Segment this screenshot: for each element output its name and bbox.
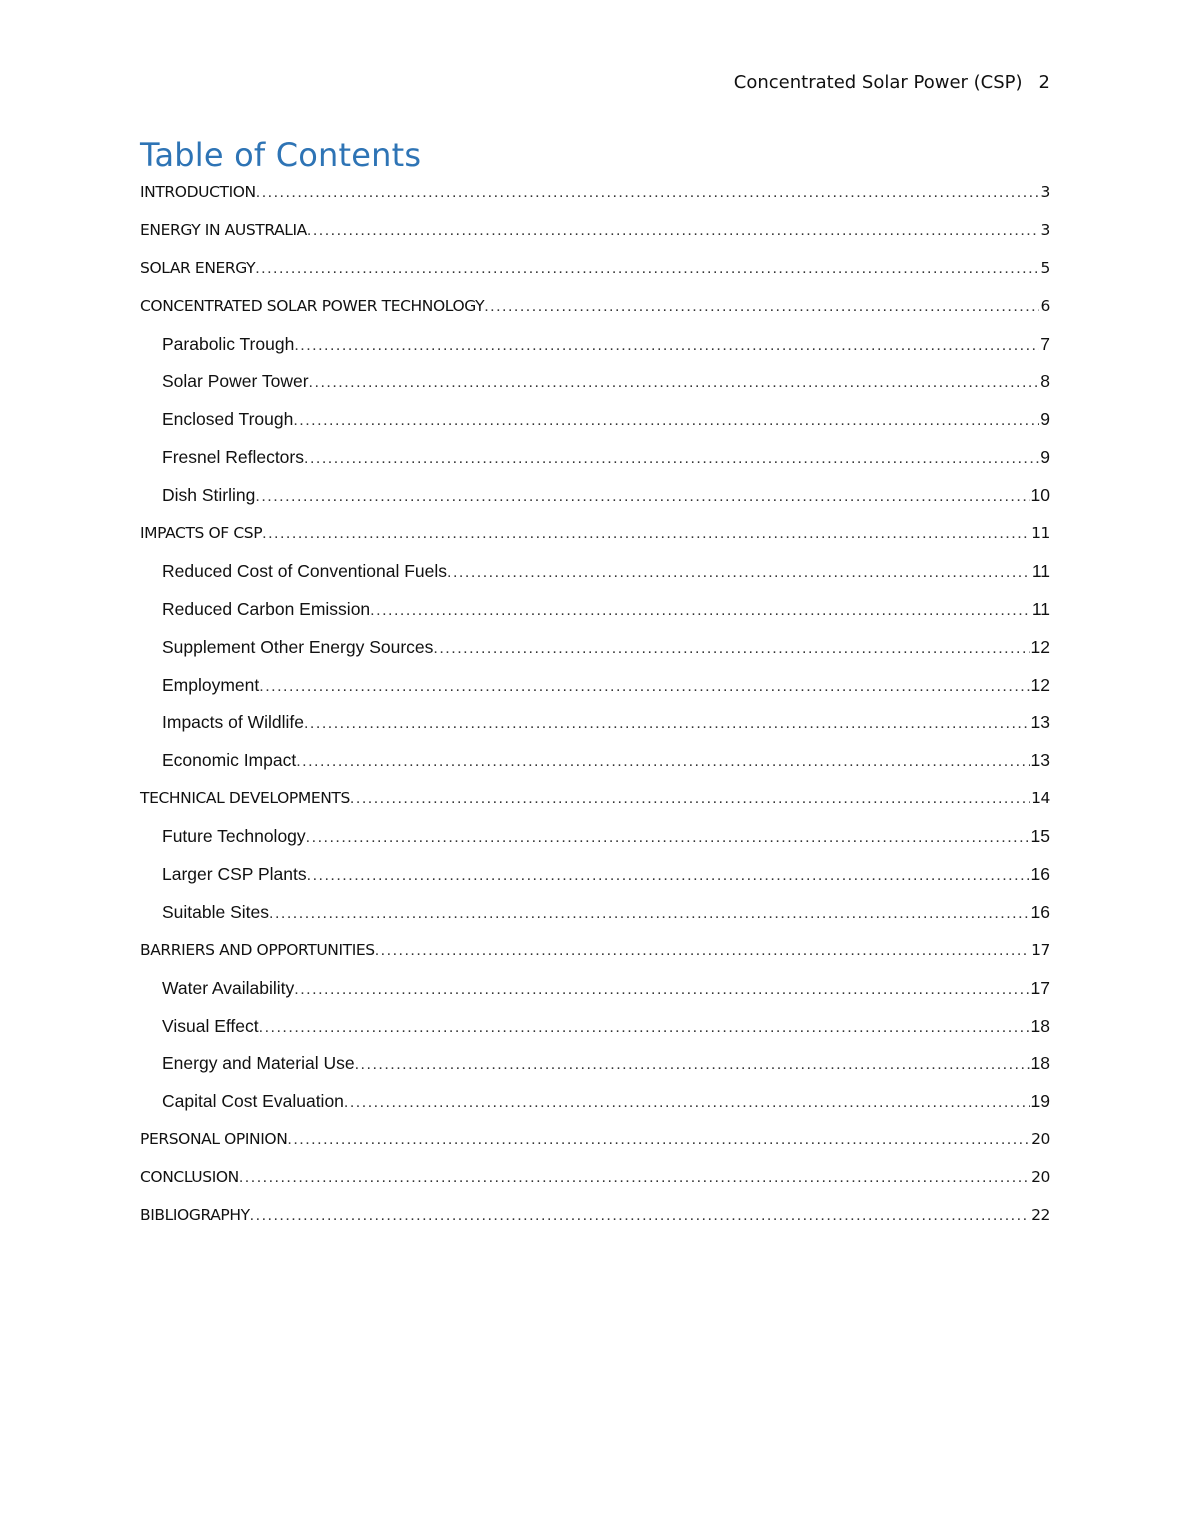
toc-entry[interactable] — [140, 1197, 1050, 1235]
toc-entry-label: Enclosed Trough — [162, 409, 294, 430]
toc-entry-label: Reduced Cost of Conventional Fuels — [162, 560, 448, 581]
dot-leader — [259, 1009, 1030, 1047]
toc-entry-label: Solar Power Tower — [162, 371, 309, 392]
toc-entry-page: 19 — [1030, 1091, 1050, 1112]
toc-entry-label: Supplement Other Energy Sources — [162, 636, 434, 657]
dot-leader — [306, 819, 1030, 857]
toc-entry-page: 20 — [1031, 1130, 1050, 1149]
dot-leader — [250, 1197, 1030, 1235]
toc-entry-label: Impacts of Wildlife — [162, 712, 304, 733]
toc-entry-page: 22 — [1031, 1206, 1050, 1225]
dot-leader — [307, 857, 1030, 895]
toc-entry[interactable] — [140, 932, 1050, 970]
dot-leader — [294, 327, 1039, 365]
toc-entry-label: BARRIERS AND OPPORTUNITIES — [140, 940, 375, 959]
toc-entry[interactable] — [140, 1008, 1050, 1046]
toc-entry[interactable] — [140, 704, 1050, 742]
toc-entry-page: 17 — [1031, 940, 1050, 959]
dot-leader — [484, 288, 1039, 326]
toc-entry-page: 18 — [1030, 1053, 1050, 1074]
dot-leader — [304, 440, 1039, 478]
toc-entry-page: 6 — [1040, 296, 1050, 315]
toc-entry-page: 7 — [1040, 333, 1050, 354]
toc-entry[interactable] — [140, 591, 1050, 629]
dot-leader — [304, 705, 1030, 743]
toc-entry[interactable] — [140, 174, 1050, 212]
toc-entry-page: 9 — [1040, 409, 1050, 430]
toc-entry-page: 12 — [1030, 636, 1050, 657]
toc-entry-page: 18 — [1030, 1015, 1050, 1036]
toc-entry-page: 16 — [1030, 864, 1050, 885]
toc-entry-page: 3 — [1040, 183, 1050, 201]
toc-entry-label: Larger CSP Plants — [162, 864, 307, 885]
toc-entry-label: IMPACTS OF CSP — [140, 524, 263, 543]
toc-entry-page: 3 — [1040, 220, 1050, 239]
dot-leader — [355, 1046, 1030, 1084]
toc-entry-label: Capital Cost Evaluation — [162, 1091, 344, 1112]
toc-entry[interactable] — [140, 250, 1050, 288]
toc-entry-label: Dish Stirling — [162, 485, 256, 506]
toc-entry-label: CONCLUSION — [140, 1168, 239, 1187]
toc-entry-label: Energy and Material Use — [162, 1053, 355, 1074]
dot-leader — [256, 174, 1039, 212]
dot-leader — [344, 1084, 1030, 1122]
dot-leader — [433, 630, 1029, 668]
toc-entry-label: Future Technology — [162, 826, 306, 847]
toc-entry-page: 15 — [1030, 826, 1050, 847]
dot-leader — [293, 402, 1039, 440]
toc-entry[interactable] — [140, 629, 1050, 667]
toc-entry[interactable] — [140, 477, 1050, 515]
toc-entry[interactable] — [140, 363, 1050, 401]
toc-entry-page: 10 — [1030, 485, 1050, 506]
dot-leader — [255, 250, 1039, 288]
toc-entry[interactable] — [140, 818, 1050, 856]
toc-entry-page: 16 — [1030, 901, 1050, 922]
dot-leader — [294, 971, 1029, 1009]
toc-entry[interactable] — [140, 970, 1050, 1008]
toc-entry-page: 5 — [1040, 258, 1050, 277]
toc-list — [140, 174, 1050, 1235]
toc-entry-label: ENERGY IN AUSTRALIA — [140, 220, 307, 239]
running-header — [734, 72, 1050, 93]
toc-entry[interactable] — [140, 1083, 1050, 1121]
dot-leader — [375, 932, 1030, 970]
toc-entry[interactable] — [140, 780, 1050, 818]
toc-entry-label: Employment — [162, 674, 260, 695]
dot-leader — [296, 743, 1029, 781]
toc-entry-page: 13 — [1030, 712, 1050, 733]
toc-entry-page: 9 — [1040, 447, 1050, 468]
toc-entry[interactable] — [140, 894, 1050, 932]
toc-entry-page: 13 — [1030, 750, 1050, 771]
toc-entry-label: CONCENTRATED SOLAR POWER TECHNOLOGY — [140, 296, 485, 315]
dot-leader — [239, 1159, 1030, 1197]
toc-entry-label: SOLAR ENERGY — [140, 258, 256, 277]
toc-entry[interactable] — [140, 326, 1050, 364]
toc-entry-label: TECHNICAL DEVELOPMENTS — [140, 789, 350, 808]
toc-entry-label: Fresnel Reflectors — [162, 447, 304, 468]
dot-leader — [255, 478, 1029, 516]
dot-leader — [262, 515, 1030, 553]
toc-entry[interactable] — [140, 515, 1050, 553]
toc-entry-label: Reduced Carbon Emission — [162, 598, 371, 619]
toc-entry-label: Visual Effect — [162, 1015, 259, 1036]
toc-entry-label: BIBLIOGRAPHY — [140, 1206, 250, 1225]
toc-entry-page: 17 — [1030, 977, 1050, 998]
toc-entry[interactable] — [140, 1159, 1050, 1197]
dot-leader — [309, 364, 1039, 402]
dot-leader — [350, 780, 1030, 818]
dot-leader — [259, 668, 1029, 706]
toc-entry-page: 12 — [1030, 674, 1050, 695]
toc-title: Table of Contents — [140, 136, 422, 174]
toc-entry-page: 14 — [1031, 789, 1050, 808]
dot-leader — [307, 212, 1039, 250]
dot-leader — [287, 1121, 1030, 1159]
toc-entry[interactable] — [140, 553, 1050, 591]
toc-entry[interactable] — [140, 856, 1050, 894]
toc-entry-page: 8 — [1040, 371, 1050, 392]
toc-entry-page: 20 — [1031, 1168, 1050, 1187]
toc-entry-page: 11 — [1031, 560, 1050, 581]
toc-entry-label: Economic Impact — [162, 750, 297, 771]
toc-entry-label: Suitable Sites — [162, 901, 270, 922]
toc-entry-label: PERSONAL OPINION — [140, 1130, 288, 1149]
toc-entry[interactable] — [140, 742, 1050, 780]
toc-entry-label: INTRODUCTION — [140, 183, 256, 201]
toc-entry[interactable] — [140, 1121, 1050, 1159]
toc-entry[interactable] — [140, 288, 1050, 326]
page-number: 2 — [1038, 72, 1050, 93]
dot-leader — [447, 554, 1031, 592]
toc-entry[interactable] — [140, 401, 1050, 439]
toc-entry[interactable] — [140, 212, 1050, 250]
running-title: Concentrated Solar Power (CSP) — [733, 72, 1023, 93]
toc-entry[interactable] — [140, 667, 1050, 705]
toc-entry[interactable] — [140, 1045, 1050, 1083]
dot-leader — [370, 592, 1031, 630]
toc-entry-label: Parabolic Trough — [162, 333, 295, 354]
toc-entry[interactable] — [140, 439, 1050, 477]
toc-entry-label: Water Availability — [162, 977, 295, 998]
toc-entry-page: 11 — [1031, 598, 1050, 619]
toc-entry-page: 11 — [1031, 524, 1050, 543]
dot-leader — [269, 895, 1030, 933]
